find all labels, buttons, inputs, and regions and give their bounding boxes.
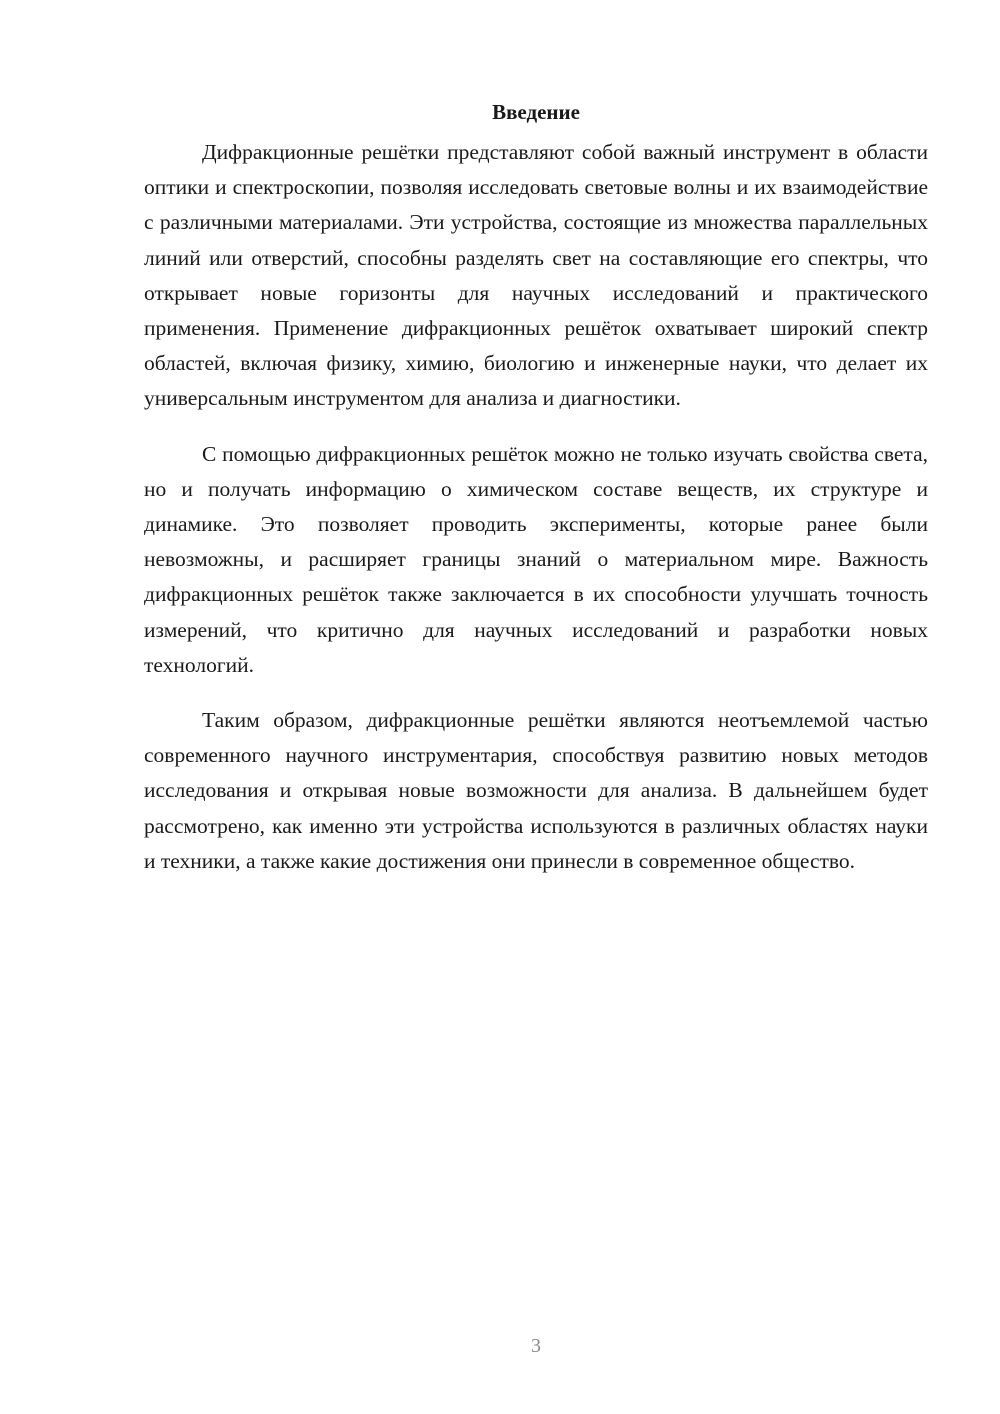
page-number: 3 (531, 1335, 541, 1357)
paragraph-3: Таким образом, дифракционные решётки являются неотъемлемой частью современного научного инструментария, способствуя развитию новых методов исследования и открывая новые возможности для анализа. В дальнейшем будет рассмотрено, как именно эти устройства используются в различных областях науки и техники, а также какие достижения они принесли в современное общество. (144, 708, 928, 873)
paragraph-1: Дифракционные решётки представляют собой важный инструмент в области оптики и спектроскопии, позволяя исследовать световые волны и их взаимодействие с различными материалами. Эти устройства, состоящие из множества параллельных линий или отверстий, способны разделять свет на составляющие его спектры, что открывает новые горизонты для научных исследований и практического применения. Применение дифракционных решёток охватывает широкий спектр областей, включая физику, химию, биологию и инженерные науки, что делает их универсальным инструментом для анализа и диагностики. (144, 140, 928, 411)
section-heading: Введение (492, 100, 580, 124)
page-content (144, 97, 928, 899)
paragraph-2: С помощью дифракционных решёток можно не только изучать свойства света, но и получать информацию о химическом составе веществ, их структуре и динамике. Это позволяет проводить эксперименты, которые ранее были невозможны, и расширяет границы знаний о материальном мире. Важность дифракционных решёток также заключается в их способности улучшать точность измерений, что критично для научных исследований и разработки новых технологий. (144, 441, 928, 677)
